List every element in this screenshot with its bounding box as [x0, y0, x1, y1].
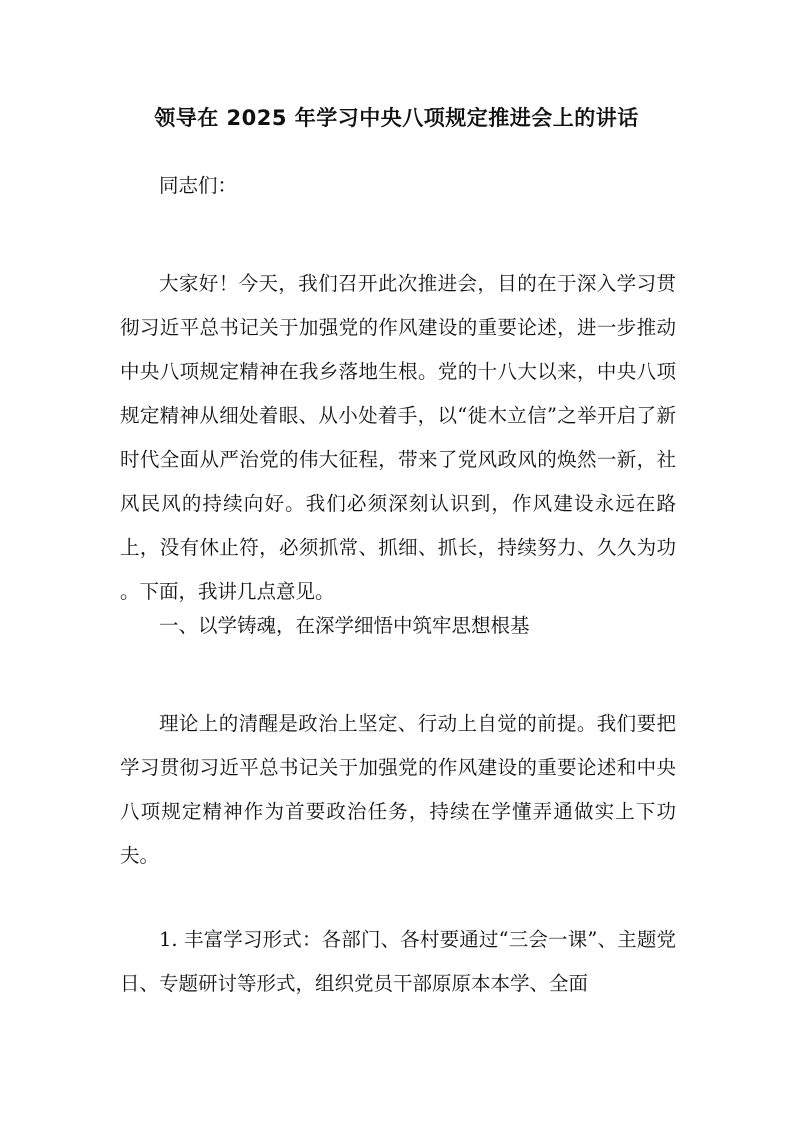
paragraph-item-1: 1. 丰富学习形式：各部门、各村要通过“三会一课”、主题党日、专题研讨等形式，组织党员干部原原本本学、全面 — [120, 928, 676, 995]
section-heading-1: 一、以学铸魂，在深学细悟中筑牢思想根基 — [159, 614, 530, 637]
paragraph-section-1: 理论上的清醒是政治上坚定、行动上自觉的前提。我们要把学习贯彻习近平总书记关于加强党的作风建设的重要论述和中央八项规定精神作为首要政治任务，持续在学懂弄通做实上下功夫。 — [120, 712, 676, 867]
document-title: 领导在 2025 年学习中央八项规定推进会上的讲话 — [154, 106, 639, 130]
greeting: 同志们： — [159, 174, 238, 197]
paragraph-opening: 大家好！今天，我们召开此次推进会，目的在于深入学习贯彻习近平总书记关于加强党的作风建设的重要论述，进一步推动中央八项规定精神在我乡落地生根。党的十八大以来，中央八项规定精神从细处着眼、从小处着手，以“徙木立信”之举开启了新时代全面从严治党的伟大征程，带来了党风政风的焕然一新，社风民风的持续向好。我们必须深刻认识到，作风建设永远在路上，没有休止符，必须抓常、抓细、抓长，持续努力、久久为功 。下面，我讲几点意见。 — [120, 272, 676, 603]
